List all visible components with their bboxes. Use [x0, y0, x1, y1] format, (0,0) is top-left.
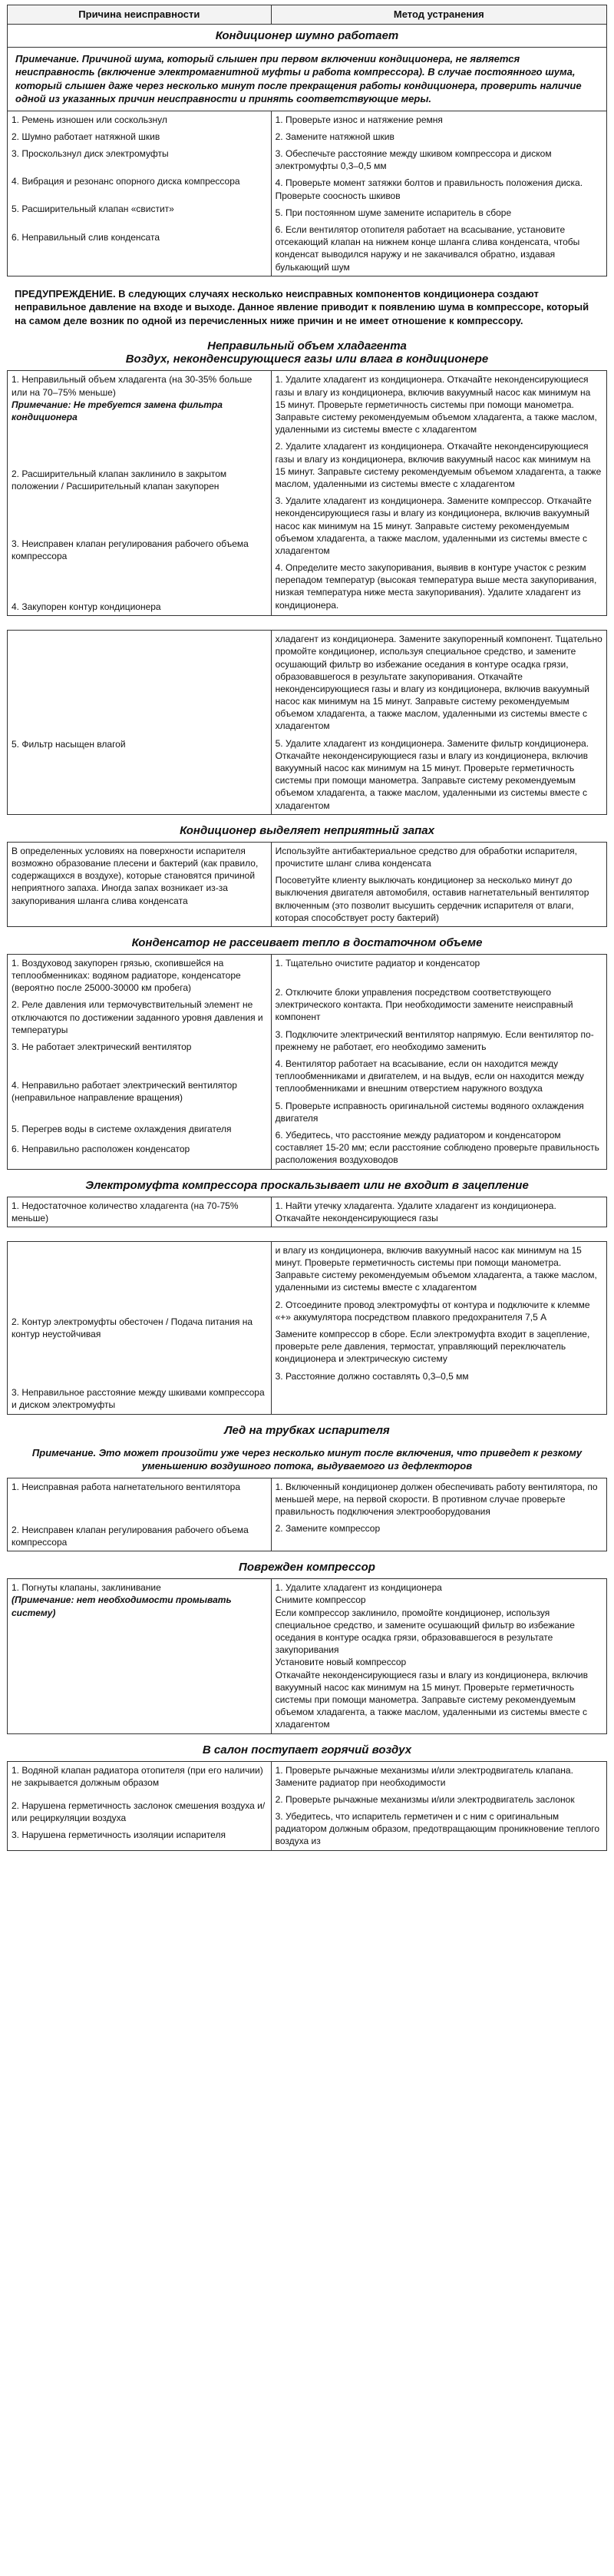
remedy-item: 6. Если вентилятор отопителя работает на всасывание, установите отсекающий клапан на нижнем конце шланга слива конденсата, чтобы конденсат выводился наружу и не закачивался обратно, издавая булькающий шум	[275, 224, 580, 273]
cause-item: 5. Перегрев воды в системе охлаждения двигателя	[12, 1123, 232, 1134]
remedy-item: 5. Удалите хладагент из кондиционера. Замените фильтр кондиционера. Откачайте неконденсирующиеся газы и влагу из кондиционера, включив вакуумный насос как минимум на 15 минут. Проверьте герметичность системы при помощи манометра. Заправьте систему рекомендуемым объемом хладагента, а также маслом, удаленными из системы вместе с хладагентом	[275, 737, 589, 811]
remedy-item: 3. Удалите хладагент из кондиционера. Замените компрессор. Откачайте неконденсирующиеся газы и влагу из кондиционера, включив вакуумный насос как минимум на 15 минут. Заправьте систему рекомендуемым объемом хладагента, а также маслом, удаленными из системы вместе с хладагентом	[275, 495, 592, 556]
table-row	[8, 954, 607, 1169]
section-title: Неправильный объем хладагента Воздух, неконденсирующиеся газы или влага в кондиционере	[125, 339, 489, 366]
remedy-item: хладагент из кондиционера. Замените закупоренный компонент. Тщательно промойте кондиционер, используя специальное средство, и замените осушающий фильтр во избежание оседания в контуре осадка грязи, образовавшегося в результате закупоривания. Откачайте неконденсирующиеся газы и влагу из кондиционера, включив вакуумный насос как минимум на 15 минут. Заправьте систему рекомендуемым объемом хладагента, а также маслом, удаленными из системы вместе с хладагентом	[275, 634, 602, 732]
section-table	[7, 111, 607, 276]
remedy-item: 3. Убедитесь, что испаритель герметичен и с ним с оригинальным радиатором должным образом, предотвращающим проникновение теплого воздуха из	[275, 1811, 600, 1847]
section-title: Кондиционер выделяет неприятный запах	[180, 823, 434, 837]
remedy-cell	[271, 842, 606, 926]
remedy-item: 4. Вентилятор работает на всасывание, если он находится между теплообменниками и двигателем, и на выдув, если он находится между теплообменниками и внешним отверстием наружного воздуха	[275, 1058, 584, 1094]
header-table	[7, 5, 607, 25]
section-table	[7, 1478, 607, 1552]
cause-item: 3. Неправильное расстояние между шкивами компрессора и диском электромуфты	[12, 1387, 265, 1411]
cause-item: 1. Недостаточное количество хладагента (на 70-75% меньше)	[12, 1200, 239, 1223]
remedy-item: 6. Убедитесь, что расстояние между радиатором и конденсатором составляет 15-20 мм; если расстояние соблюдено проверьте правильность расположения воздуховодов	[275, 1129, 599, 1166]
cause-item: 2. Неисправен клапан регулирования рабочего объема компрессора	[12, 1524, 249, 1548]
header-cause: Причина неисправности	[8, 5, 272, 25]
remedy-item: 1. Проверьте износ и натяжение ремня	[275, 114, 443, 125]
cause-item: 1. Воздуховод закупорен грязью, скопившейся на теплообменниках: водяном радиаторе, конденсаторе (вероятно после 25000-30000 км пробега)	[12, 957, 241, 994]
table-row	[8, 371, 607, 616]
section-table	[7, 1761, 607, 1851]
cause-item: 6. Неправильный слив конденсата	[12, 231, 160, 243]
remedy-item: 2. Замените натяжной шкив	[275, 131, 394, 142]
cause-item: 1. Неправильный объем хладагента (на 30-35% больше или на 70–75% меньше)	[12, 374, 253, 398]
remedy-item: 3. Обеспечьте расстояние между шкивом компрессора и диском электромуфты 0,3–0,5 мм	[275, 148, 552, 172]
remedy-item: 1. Проверьте рычажные механизмы и/или электродвигатель клапана. Замените радиатор при необходимости	[275, 1764, 573, 1788]
cause-item: 2. Нарушена герметичность заслонок смешения воздуха и/или рециркуляции воздуха	[12, 1800, 266, 1824]
remedy-cell	[271, 371, 606, 616]
remedy-item: 3. Расстояние должно составлять 0,3–0,5 мм	[275, 1370, 469, 1382]
section-title: В салон поступает горячий воздух	[202, 1743, 412, 1757]
section-table	[7, 1197, 607, 1227]
remedy-item: 1. Включенный кондиционер должен обеспечивать работу вентилятора, по меньшей мере, на первой скорости. В противном случае проверьте правильность подключения электрооборудования	[275, 1481, 598, 1518]
remedy-item: 3. Подключите электрический вентилятор напрямую. Если вентилятор по-прежнему не работает, его необходимо заменить	[275, 1028, 594, 1052]
remedy-item: Снимите компрессор	[275, 1594, 366, 1606]
remedy-cell	[271, 111, 606, 276]
cause-cell	[8, 1197, 272, 1227]
remedy-item: Замените компрессор в сборе. Если электромуфта входит в зацепление, проверьте реле давления, термостат, управляющий переключатель кондиционера и электрическую систему	[275, 1329, 590, 1365]
cause-item: 3. Проскользнул диск электромуфты	[12, 148, 169, 160]
cause-item: 1. Неисправная работа нагнетательного вентилятора	[12, 1481, 241, 1492]
cause-item: 4. Закупорен контур кондиционера	[12, 601, 161, 612]
remedy-item: 4. Проверьте момент затяжки болтов и правильность положения диска. Проверьте соосность шкивов	[275, 177, 583, 201]
cause-cell	[8, 371, 272, 616]
cause-cell	[8, 111, 272, 276]
cause-cell	[8, 1579, 272, 1733]
cause-item: 1. Ремень изношен или соскользнул	[12, 114, 167, 125]
remedy-item: 2. Замените компрессор	[275, 1523, 381, 1535]
cause-note: (Примечание: нет необходимости промывать систему)	[12, 1594, 232, 1618]
warning-text: ПРЕДУПРЕЖДЕНИЕ. В следующих случаях несколько неисправных компонентов кондиционера создают неправильное давление на входе и выходе. Данное явление приводит к появлению шума в компрессоре, который на самом деле возник по одной из перечисленных ниже причин и не имеет отношение к компрессору.	[15, 287, 589, 326]
section-table	[7, 954, 607, 1170]
table-row	[8, 842, 607, 926]
cause-cell	[8, 1241, 272, 1414]
table-row	[8, 1241, 607, 1414]
section-table	[7, 370, 607, 616]
cause-item: 5. Фильтр насыщен влагой	[12, 738, 126, 750]
remedy-item: Установите новый компрессор	[275, 1657, 407, 1668]
cause-item: 6. Неправильно расположен конденсатор	[12, 1143, 190, 1154]
section-table	[7, 1578, 607, 1733]
remedy-cell	[271, 1761, 606, 1850]
remedy-item: 2. Отсоедините провод электромуфты от контура и подключите к клемме «+» аккумулятора посредством плавкого предохранителя 7,5 А	[275, 1299, 590, 1323]
remedy-cell	[271, 1197, 606, 1227]
cause-item: 4. Неправильно работает электрический вентилятор (неправильное направление вращения)	[12, 1080, 237, 1104]
table-row	[8, 1761, 607, 1850]
remedy-item: 5. При постоянном шуме замените испаритель в сборе	[275, 207, 512, 218]
cause-cell	[8, 1478, 272, 1551]
table-row	[8, 631, 607, 815]
remedy-item: 5. Проверьте исправность оригинальной системы водяного охлаждения двигателя	[275, 1100, 584, 1124]
section-note: Примечание. Это может произойти уже через несколько минут после включения, что приведет к резкому уменьшению воздушного потока, выдуваемого из дефлекторов	[31, 1446, 583, 1472]
remedy-item: Откачайте неконденсирующиеся газы и влагу из кондиционера, включив вакуумный насос как минимум на 15 минут. Проверьте герметичность системы при помощи манометра. Заправьте систему рекомендуемым объемом хладагента, а также маслом, удаленными из системы вместе с хладагентом	[275, 1669, 588, 1730]
section-title: Лед на трубках испарителя	[224, 1423, 390, 1437]
remedy-item: 2. Удалите хладагент из кондиционера. Откачайте неконденсирующиеся газы и влагу из кондиционера, включив вакуумный насос как минимум на 15 минут. Заправьте систему рекомендуемым объемом хладагента, а также маслом, удаленными из системы вместе с хладагентом	[275, 441, 602, 489]
remedy-item: 2. Проверьте рычажные механизмы и/или электродвигатель заслонок	[275, 1793, 575, 1805]
remedy-item: 4. Определите место закупоривания, выявив в контуре участок с резким перепадом температур (высокая температура выше места закупоривания, низкая температура ниже места закупоривания). Удалите хладагент из кондиционера.	[275, 562, 597, 611]
cause-item: 3. Не работает электрический вентилятор	[12, 1041, 192, 1052]
remedy-cell	[271, 954, 606, 1169]
cause-item: 4. Вибрация и резонанс опорного диска компрессора	[12, 176, 240, 187]
remedy-item: 1. Удалите хладагент из кондиционера. Откачайте неконденсирующиеся газы и влагу из кондиционера, включив вакуумный насос как минимум на 15 минут. Проверьте герметичность системы при помощи манометра. Заправьте систему рекомендуемым объемом хладагента, а также маслом, удаленными из системы вместе с хладагентом	[275, 374, 597, 435]
cause-item: 2. Шумно работает натяжной шкив	[12, 131, 160, 142]
section-table	[7, 842, 607, 927]
section-note: Примечание. Причиной шума, который слышен при первом включении кондиционера, не является неисправность (включение электромагнитной муфты и работа компрессора). В случае постоянного шума, который слышен даже через несколько минут после прекращения работы кондиционера, проверить наличие одной из указанных причин неисправности и принять соответствующие меры.	[7, 48, 607, 111]
section-title: Конденсатор не рассеивает тепло в достаточном объеме	[131, 935, 483, 949]
cause-item: 2. Реле давления или термочувствительный элемент не отключаются по достижении заданного уровня давления и температуры	[12, 999, 263, 1035]
cause-cell	[8, 1761, 272, 1850]
section-title: Кондиционер шумно работает	[7, 25, 607, 48]
cause-item: 3. Неисправен клапан регулирования рабочего объема компрессора	[12, 538, 249, 561]
section-table	[7, 1241, 607, 1415]
section-table	[7, 630, 607, 815]
cause-cell	[8, 954, 272, 1169]
cause-item: 3. Нарушена герметичность изоляции испарителя	[12, 1829, 226, 1841]
cause-item: 1. Водяной клапан радиатора отопителя (при его наличии) не закрывается должным образом	[12, 1764, 263, 1788]
cause-item: 2. Расширительный клапан заклинило в закрытом положении / Расширительный клапан закупорен	[12, 469, 227, 492]
remedy-item: 1. Найти утечку хладагента. Удалите хладагент из кондиционера. Откачайте неконденсирующиеся газы	[275, 1200, 556, 1223]
table-row	[8, 111, 607, 276]
remedy-cell	[271, 1579, 606, 1733]
cause-item: 1. Погнуты клапаны, заклинивание	[12, 1582, 161, 1594]
cause-item: В определенных условиях на поверхности испарителя возможно образование плесени и бактерий (как правило, содержащихся в воздухе), которые становятся причиной неприятного запаха. Иногда запах возникает из-за закупоривания шланга слива конденсата	[12, 845, 259, 906]
table-row	[8, 1478, 607, 1551]
remedy-item: 1. Тщательно очистите радиатор и конденсатор	[275, 957, 480, 968]
remedy-cell	[271, 631, 606, 815]
remedy-cell	[271, 1478, 606, 1551]
remedy-item: Посоветуйте клиенту выключать кондиционер за несколько минут до выключения двигателя автомобиля, оставив нагнетательный вентилятор включенным (это позволит высушить сердечник испарителя от влаги, которая способствует росту бактерий)	[275, 875, 589, 923]
cause-item: 2. Контур электромуфты обесточен / Подача питания на контур неустойчивая	[12, 1316, 253, 1340]
section-title: Электромуфта компрессора проскальзывает или не входит в зацепление	[85, 1178, 529, 1192]
section-title: Поврежден компрессор	[239, 1561, 375, 1574]
remedy-item: 1. Удалите хладагент из кондиционера	[275, 1582, 442, 1594]
remedy-item: Используйте антибактериальное средство для обработки испарителя, прочистите шланг слива конденсата	[275, 845, 578, 869]
remedy-item: Если компрессор заклинило, промойте кондиционер, используя специальное средство, и замените осушающий фильтр во избежание оседания в контуре осадка грязи, образовавшегося в результате закупоривания	[275, 1607, 575, 1656]
remedy-item: 2. Отключите блоки управления посредством соответствующего электрического контакта. При необходимости замените неисправный компонент	[275, 987, 573, 1023]
cause-cell	[8, 842, 272, 926]
remedy-item: и влагу из кондиционера, включив вакуумный насос как минимум на 15 минут. Проверьте герметичность системы при помощи манометра. Заправьте систему рекомендуемым объемом хладагента, а также маслом, удаленными из системы вместе с хладагентом	[275, 1244, 597, 1293]
cause-cell	[8, 631, 272, 815]
remedy-cell	[271, 1241, 606, 1414]
table-row	[8, 1197, 607, 1227]
cause-item: 5. Расширительный клапан «свистит»	[12, 204, 174, 215]
troubleshooting-page	[7, 5, 607, 1851]
header-remedy: Метод устранения	[271, 5, 606, 25]
cause-note: Примечание: Не требуется замена фильтра кондиционера	[12, 399, 223, 422]
table-row	[8, 1579, 607, 1733]
